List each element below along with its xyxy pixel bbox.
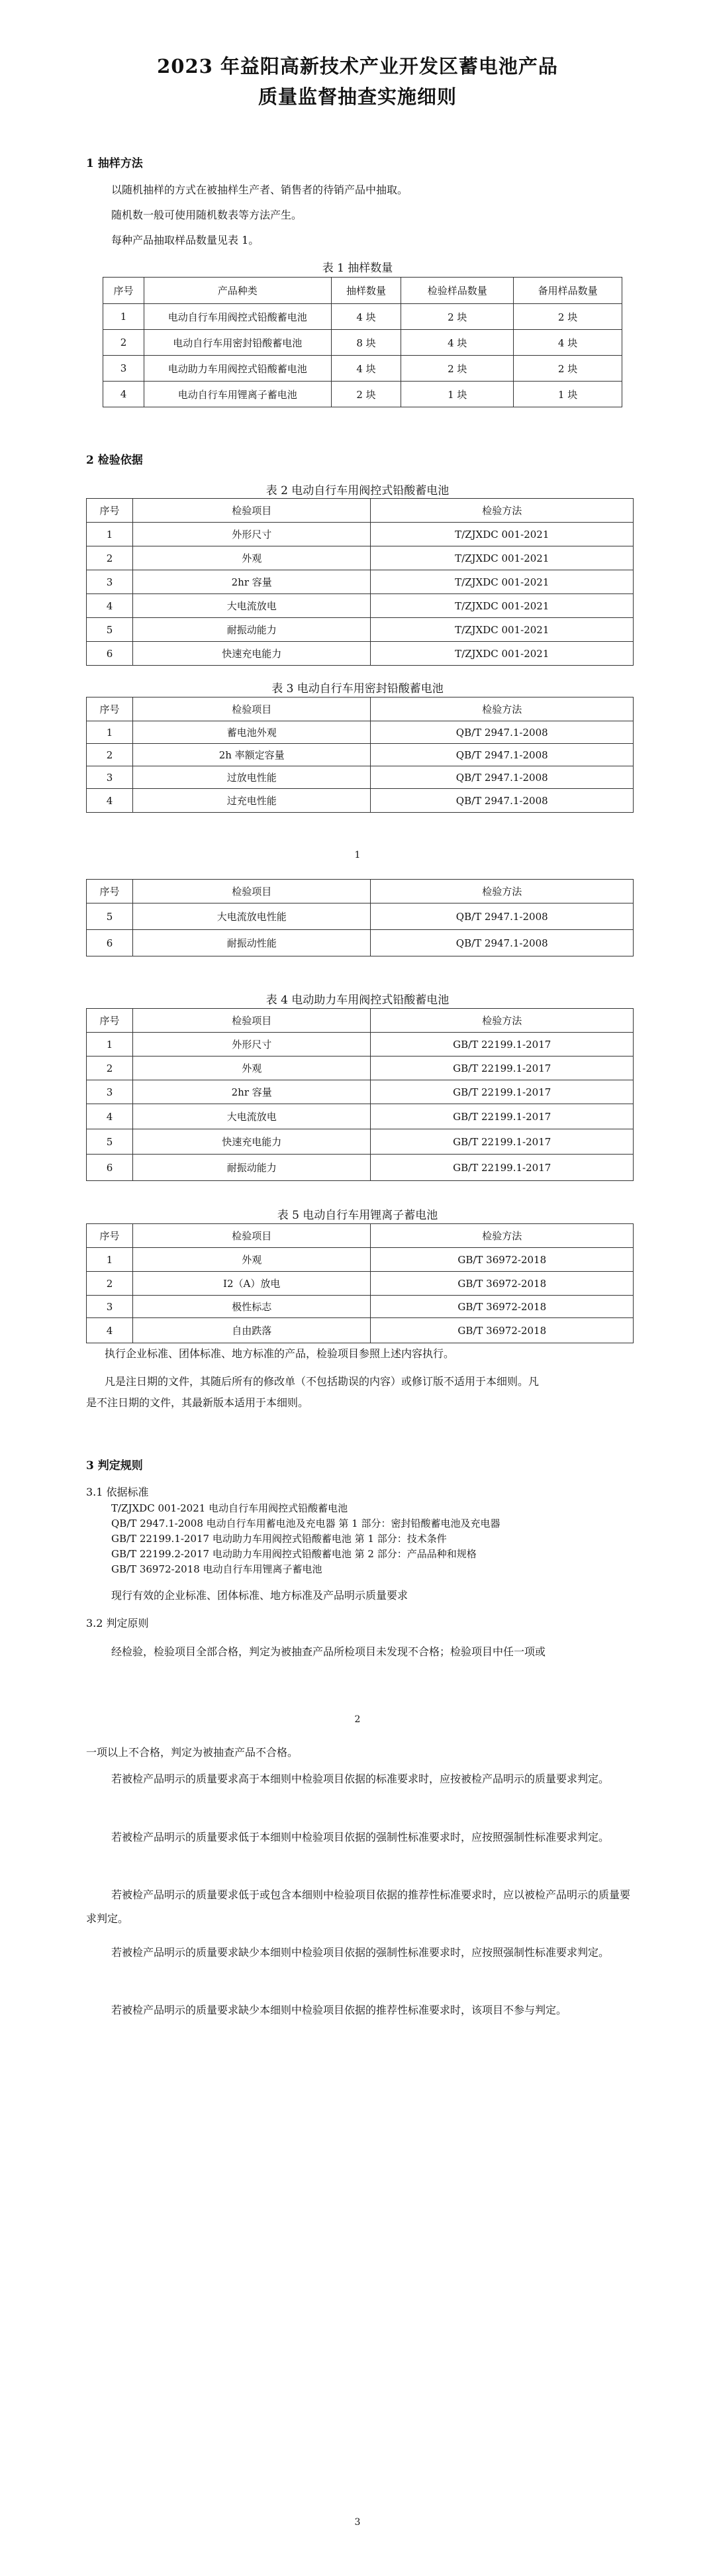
table-cell: 大电流放电 [132,1104,371,1129]
table-cell: 2 [87,546,133,570]
table-cell: I2（A）放电 [132,1272,371,1296]
table-cell: GB/T 22199.1-2017 [371,1080,634,1104]
table-row [87,1272,634,1296]
t3-header-cell: 检验方法 [371,697,634,721]
table-cell: 5 [87,618,133,642]
table-cell: 6 [87,1155,133,1181]
table-cell: 耐振动能力 [132,1155,371,1181]
standard-item: QB/T 2947.1-2008 电动自行车用蓄电池及充电器 第 1 部分：密封铅酸蓄电池及充电器 [111,1518,501,1529]
table-cell: 快速充电能力 [132,642,371,666]
table-cell: QB/T 2947.1-2008 [371,766,634,789]
judgement-paragraph-g: 若被检产品明示的质量要求缺少本细则中检验项目依据的推荐性标准要求时，该项目不参与判定。 [111,2004,567,2016]
table-row [87,1318,634,1343]
table-cell: 4 [87,1318,133,1343]
table-cell: 外形尺寸 [132,523,371,546]
table-cell: 2 [87,744,133,766]
table-4-header-row [87,1009,634,1033]
table-cell: GB/T 36972-2018 [371,1296,634,1318]
table-cell: 2 [87,1056,133,1080]
table-row [87,744,634,766]
t4-header-cell: 序号 [87,1009,133,1033]
table-cell: 2 块 [401,356,514,382]
t4-header-cell: 检验项目 [132,1009,371,1033]
table-cell: 1 [103,304,144,330]
table-cell: GB/T 36972-2018 [371,1272,634,1296]
table-cell: 6 [87,642,133,666]
table-cell: 4 [87,789,133,813]
table-cell: 2 [103,330,144,356]
table-cell: 快速充电能力 [132,1129,371,1155]
table-row [87,766,634,789]
table-cell: 3 [87,1296,133,1318]
table-3 [86,697,634,813]
table-row [87,1129,634,1155]
table-cell: 2 块 [401,304,514,330]
table-cell: 极性标志 [132,1296,371,1318]
t3-header-cell: 序号 [87,880,133,903]
table-row [87,789,634,813]
table-3-caption: 表 3 电动自行车用密封铅酸蓄电池 [271,682,444,696]
table-3-continued [86,879,634,956]
table-1 [103,277,622,407]
table-row [87,1056,634,1080]
t5-header-cell: 检验方法 [371,1224,634,1248]
standard-item: GB/T 22199.1-2017 电动助力车用阀控式铅酸蓄电池 第 1 部分：技术条件 [111,1533,447,1545]
judgement-paragraph-d: 若被检产品明示的质量要求低于本细则中检验项目依据的强制性标准要求时，应按照强制性标准要求判定。 [111,1831,610,1843]
table-5-caption: 表 5 电动自行车用锂离子蓄电池 [277,1209,438,1222]
t4-header-cell: 检验方法 [371,1009,634,1033]
table-cell: 过放电性能 [132,766,371,789]
table-3-cont-header-row [87,880,634,903]
s2-note-2b: 是不注日期的文件，其最新版本适用于本细则。 [86,1396,309,1409]
table-row [103,356,622,382]
table-5-header-row [87,1224,634,1248]
table-row [87,618,634,642]
table-cell: 2hr 容量 [132,1080,371,1104]
doc-title-line2: 质量监督抽查实施细则 [258,85,457,108]
table-cell: T/ZJXDC 001-2021 [371,618,634,642]
table-cell: 耐振动能力 [132,618,371,642]
table-row [87,523,634,546]
table-cell: QB/T 2947.1-2008 [371,930,634,956]
table-cell: 2hr 容量 [132,570,371,594]
table-row [87,1296,634,1318]
table-cell: QB/T 2947.1-2008 [371,744,634,766]
table-cell: GB/T 36972-2018 [371,1248,634,1272]
section-2-heading: 2 检验依据 [86,454,143,467]
table-cell: 2 块 [514,356,622,382]
table-cell: 3 [87,766,133,789]
t1-header-cell: 抽样数量 [331,278,401,304]
table-row [87,1104,634,1129]
standard-item: GB/T 22199.2-2017 电动助力车用阀控式铅酸蓄电池 第 2 部分：产品品种和规格 [111,1548,477,1560]
table-1-header-row [103,278,622,304]
table-cell: 3 [103,356,144,382]
table-2 [86,498,634,666]
table-cell: 5 [87,903,133,930]
table-cell: 1 [87,523,133,546]
table-row [87,1248,634,1272]
table-cell: QB/T 2947.1-2008 [371,789,634,813]
table-cell: 电动自行车用密封铅酸蓄电池 [144,330,331,356]
s2-note-1: 执行企业标准、团体标准、地方标准的产品，检验项目参照上述内容执行。 [105,1347,455,1360]
table-cell: GB/T 22199.1-2017 [371,1155,634,1181]
s2-note-2a: 凡是注日期的文件，其随后所有的修改单（不包括勘误的内容）或修订版不适用于本细则。凡 [105,1375,540,1388]
judgement-paragraph-a: 经检验，检验项目全部合格，判定为被抽查产品所检项目未发现不合格；检验项目中任一项或 [111,1645,546,1658]
table-2-header-row [87,499,634,523]
table-cell: 4 块 [331,356,401,382]
table-cell: QB/T 2947.1-2008 [371,721,634,744]
page-number-3: 3 [354,2517,361,2528]
table-cell: 2h 率额定容量 [132,744,371,766]
table-4 [86,1008,634,1181]
table-cell: 2 块 [514,304,622,330]
table-1-caption: 表 1 抽样数量 [322,262,393,275]
judgement-paragraph-f: 若被检产品明示的质量要求缺少本细则中检验项目依据的强制性标准要求时，应按照强制性标准要求判定。 [111,1946,610,1959]
table-cell: 大电流放电 [132,594,371,618]
page-number-1: 1 [354,850,361,860]
table-cell: 外观 [132,1056,371,1080]
judgement-paragraph-c: 若被检产品明示的质量要求高于本细则中检验项目依据的标准要求时，应按被检产品明示的质量要求判定。 [111,1773,610,1785]
table-cell: 大电流放电性能 [132,903,371,930]
table-row [87,1033,634,1056]
table-cell: 过充电性能 [132,789,371,813]
table-row [87,1080,634,1104]
table-cell: T/ZJXDC 001-2021 [371,523,634,546]
table-cell: 1 块 [514,382,622,407]
t2-header-cell: 检验项目 [132,499,371,523]
table-row [87,546,634,570]
table-row [87,930,634,956]
table-cell: 8 块 [331,330,401,356]
table-cell: 外观 [132,1248,371,1272]
table-cell: 自由跌落 [132,1318,371,1343]
table-5 [86,1223,634,1343]
s1-paragraph-3: 每种产品抽取样品数量见表 1。 [111,234,260,246]
table-2-caption: 表 2 电动自行车用阀控式铅酸蓄电池 [265,484,450,497]
s1-paragraph-2: 随机数一般可使用随机数表等方法产生。 [111,209,303,221]
t1-header-cell: 产品种类 [144,278,331,304]
t3-header-cell: 序号 [87,697,133,721]
table-cell: T/ZJXDC 001-2021 [371,594,634,618]
table-cell: 4 [87,594,133,618]
section-1-heading: 1 抽样方法 [86,157,143,170]
t3-header-cell: 检验项目 [132,697,371,721]
table-cell: 电动自行车用阀控式铅酸蓄电池 [144,304,331,330]
table-cell: 4 块 [331,304,401,330]
table-row [103,304,622,330]
section-3-heading: 3 判定规则 [86,1459,143,1472]
standard-item: T/ZJXDC 001-2021 电动自行车用阀控式铅酸蓄电池 [111,1502,348,1514]
table-cell: 1 块 [401,382,514,407]
table-cell: 4 块 [401,330,514,356]
table-cell: 6 [87,930,133,956]
table-cell: 2 [87,1272,133,1296]
table-cell: 外观 [132,546,371,570]
page-number-2: 2 [354,1714,361,1725]
table-4-caption: 表 4 电动助力车用阀控式铅酸蓄电池 [265,994,450,1007]
table-cell: 1 [87,1033,133,1056]
standard-item: GB/T 36972-2018 电动自行车用锂离子蓄电池 [111,1563,322,1575]
table-cell: GB/T 22199.1-2017 [371,1104,634,1129]
table-cell: 4 [87,1104,133,1129]
table-cell: 电动助力车用阀控式铅酸蓄电池 [144,356,331,382]
table-cell: 2 块 [331,382,401,407]
table-cell: GB/T 22199.1-2017 [371,1129,634,1155]
table-row [103,330,622,356]
table-row [87,721,634,744]
table-cell: T/ZJXDC 001-2021 [371,570,634,594]
table-row [87,903,634,930]
table-cell: 电动自行车用锂离子蓄电池 [144,382,331,407]
standards-note: 现行有效的企业标准、团体标准、地方标准及产品明示质量要求 [111,1589,408,1602]
table-row [87,594,634,618]
subsection-3-2-heading: 3.2 判定原则 [86,1617,149,1629]
judgement-paragraph-b: 一项以上不合格，判定为被抽查产品不合格。 [86,1746,299,1759]
table-cell: QB/T 2947.1-2008 [371,903,634,930]
table-cell: 外形尺寸 [132,1033,371,1056]
table-cell: GB/T 36972-2018 [371,1318,634,1343]
t1-header-cell: 备用样品数量 [514,278,622,304]
table-cell: 4 [103,382,144,407]
table-3-header-row [87,697,634,721]
table-row [87,642,634,666]
table-cell: 5 [87,1129,133,1155]
s1-paragraph-1: 以随机抽样的方式在被抽样生产者、销售者的待销产品中抽取。 [111,183,408,196]
table-cell: 4 块 [514,330,622,356]
table-cell: T/ZJXDC 001-2021 [371,546,634,570]
subsection-3-1-heading: 3.1 依据标准 [86,1486,149,1498]
table-cell: 3 [87,1080,133,1104]
table-cell: 蓄电池外观 [132,721,371,744]
judgement-paragraph-e: 若被检产品明示的质量要求低于或包含本细则中检验项目依据的推荐性标准要求时，应以被检产品明示的质量要求判定。 [86,1888,631,1925]
t3-header-cell: 检验方法 [371,880,634,903]
table-row [87,1155,634,1181]
table-cell: 1 [87,1248,133,1272]
table-cell: T/ZJXDC 001-2021 [371,642,634,666]
t2-header-cell: 序号 [87,499,133,523]
table-cell: GB/T 22199.1-2017 [371,1056,634,1080]
t1-header-cell: 检验样品数量 [401,278,514,304]
table-row [87,570,634,594]
table-cell: GB/T 22199.1-2017 [371,1033,634,1056]
doc-title-line1: 2023 年益阳高新技术产业开发区蓄电池产品 [157,55,558,77]
t1-header-cell: 序号 [103,278,144,304]
table-cell: 1 [87,721,133,744]
table-row [103,382,622,407]
t2-header-cell: 检验方法 [371,499,634,523]
table-cell: 耐振动性能 [132,930,371,956]
table-cell: 3 [87,570,133,594]
t3-header-cell: 检验项目 [132,880,371,903]
t5-header-cell: 检验项目 [132,1224,371,1248]
t5-header-cell: 序号 [87,1224,133,1248]
